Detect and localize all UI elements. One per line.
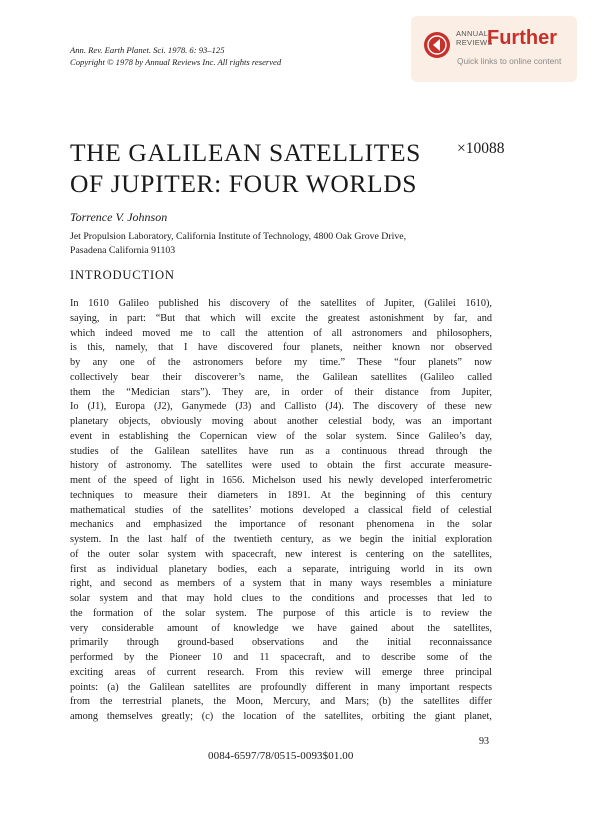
body-line: ment of the speed of light in 1656. Michelson used his newly developed interferometric [70, 475, 492, 486]
body-line: by any one of the astronomers before my time.” These “four planets” now [70, 357, 492, 368]
body-line: techniques to measure their diameters in 1891. At the beginning of this century [70, 489, 492, 501]
body-line: planetary objects, obviously moving about another celestial body, was an important [70, 416, 492, 427]
body-line: is this, namely, that I have discovered four planets, neither known nor observed [70, 342, 492, 354]
body-line: from the terrestrial planets, the Moon, Mercury, and Mars; (b) the satellites differ [70, 696, 492, 708]
title-line-1: THE GALILEAN SATELLITES [70, 138, 421, 167]
body-line: which indeed moved me to call the attention of all astronomers and philosophers, [70, 327, 492, 339]
body-line: collectively bear their discoverer’s name, the Galilean satellites (Galileo called [70, 371, 492, 383]
body-line: mechanics and emphasized the importance of resonant phenomena in the solar [70, 519, 492, 531]
body-line: first as individual planetary bodies, each a separate, intriguing world in its own [70, 563, 492, 575]
body-line: studies of the Galilean satellites have run as a continuous thread through the [70, 445, 492, 457]
reviews-label: REVIEWS [456, 37, 493, 47]
body-line: primarily through ground-based observations and the initial reconnaissance [70, 637, 492, 649]
body-line: Io (J1), Europa (J2), Ganymede (J3) and Callisto (J4). The discovery of these new [70, 401, 492, 413]
body-line: solar system and that may hold clues to the conditions and processes that led to [70, 593, 492, 604]
affiliation-line-1: Jet Propulsion Laboratory, California Institute of Technology, 4800 Oak Grove Drive, [70, 231, 407, 242]
body-line: system. In the last half of the twentieth century, as we begin the initial exploration [70, 534, 492, 545]
body-line: history of astronomy. The satellites were used to obtain the first accurate measure- [70, 460, 492, 472]
body-line: exciting areas of current research. From this review will emerge three principal [70, 666, 492, 678]
body-line: mathematical studies of the satellites’ motions developed a classical field of celestial [70, 504, 492, 516]
author-affiliation [70, 230, 406, 257]
body-line: of the outer solar system with spacecraft, new interest is centering on the satellites, [70, 548, 492, 560]
annual-reviews-logo-icon [424, 32, 450, 58]
page-number: 93 [479, 736, 489, 747]
further-banner[interactable] [411, 16, 577, 82]
body-line: them the “Medician stars”). They are, in order of their distance from Jupiter, [70, 386, 492, 398]
section-heading: INTRODUCTION [70, 268, 175, 282]
journal-reference [70, 44, 281, 68]
body-line: right, and second as members of a system that in many ways resembles a miniature [70, 578, 492, 590]
marginal-code: ×10088 [457, 140, 505, 157]
affiliation-line-2: Pasadena California 91103 [70, 244, 176, 256]
further-title: Further [487, 27, 557, 49]
body-line: the formation of the solar system. The purpose of this article is to review the [70, 607, 492, 619]
annual-label: ANNUAL [456, 29, 489, 38]
body-line: event in establishing the Copernican view of the solar system. Since Galileo’s day, [70, 430, 492, 442]
title-line-2: OF JUPITER: FOUR WORLDS [70, 169, 418, 198]
article-title [70, 137, 421, 199]
body-line: saying, in part: “But that which will excite the greatest astonishment by far, and [70, 312, 492, 324]
body-line: points: (a) the Galilean satellites are profoundly different in many important respects [70, 681, 492, 693]
body-line: In 1610 Galileo published his discovery of the satellites of Jupiter, (Galilei 1610), [70, 298, 492, 309]
body-line: performed by the Pioneer 10 and 11 spacecraft, and to describe some of the [70, 652, 492, 663]
journal-citation: Ann. Rev. Earth Planet. Sci. 1978. 6: 93–125 [70, 45, 225, 55]
further-subtitle-link[interactable]: Quick links to online content [457, 56, 562, 66]
footer-code: 0084-6597/78/0515-0093$01.00 [208, 750, 354, 762]
body-line: among themselves greatly; (c) the location of the satellites, orbiting the giant planet, [70, 711, 492, 722]
author-name: Torrence V. Johnson [70, 210, 168, 224]
body-line: very considerable amount of knowledge we have gained about the satellites, [70, 622, 492, 634]
introduction-body [70, 297, 492, 725]
copyright-notice: Copyright © 1978 by Annual Reviews Inc. All rights reserved [70, 57, 282, 67]
